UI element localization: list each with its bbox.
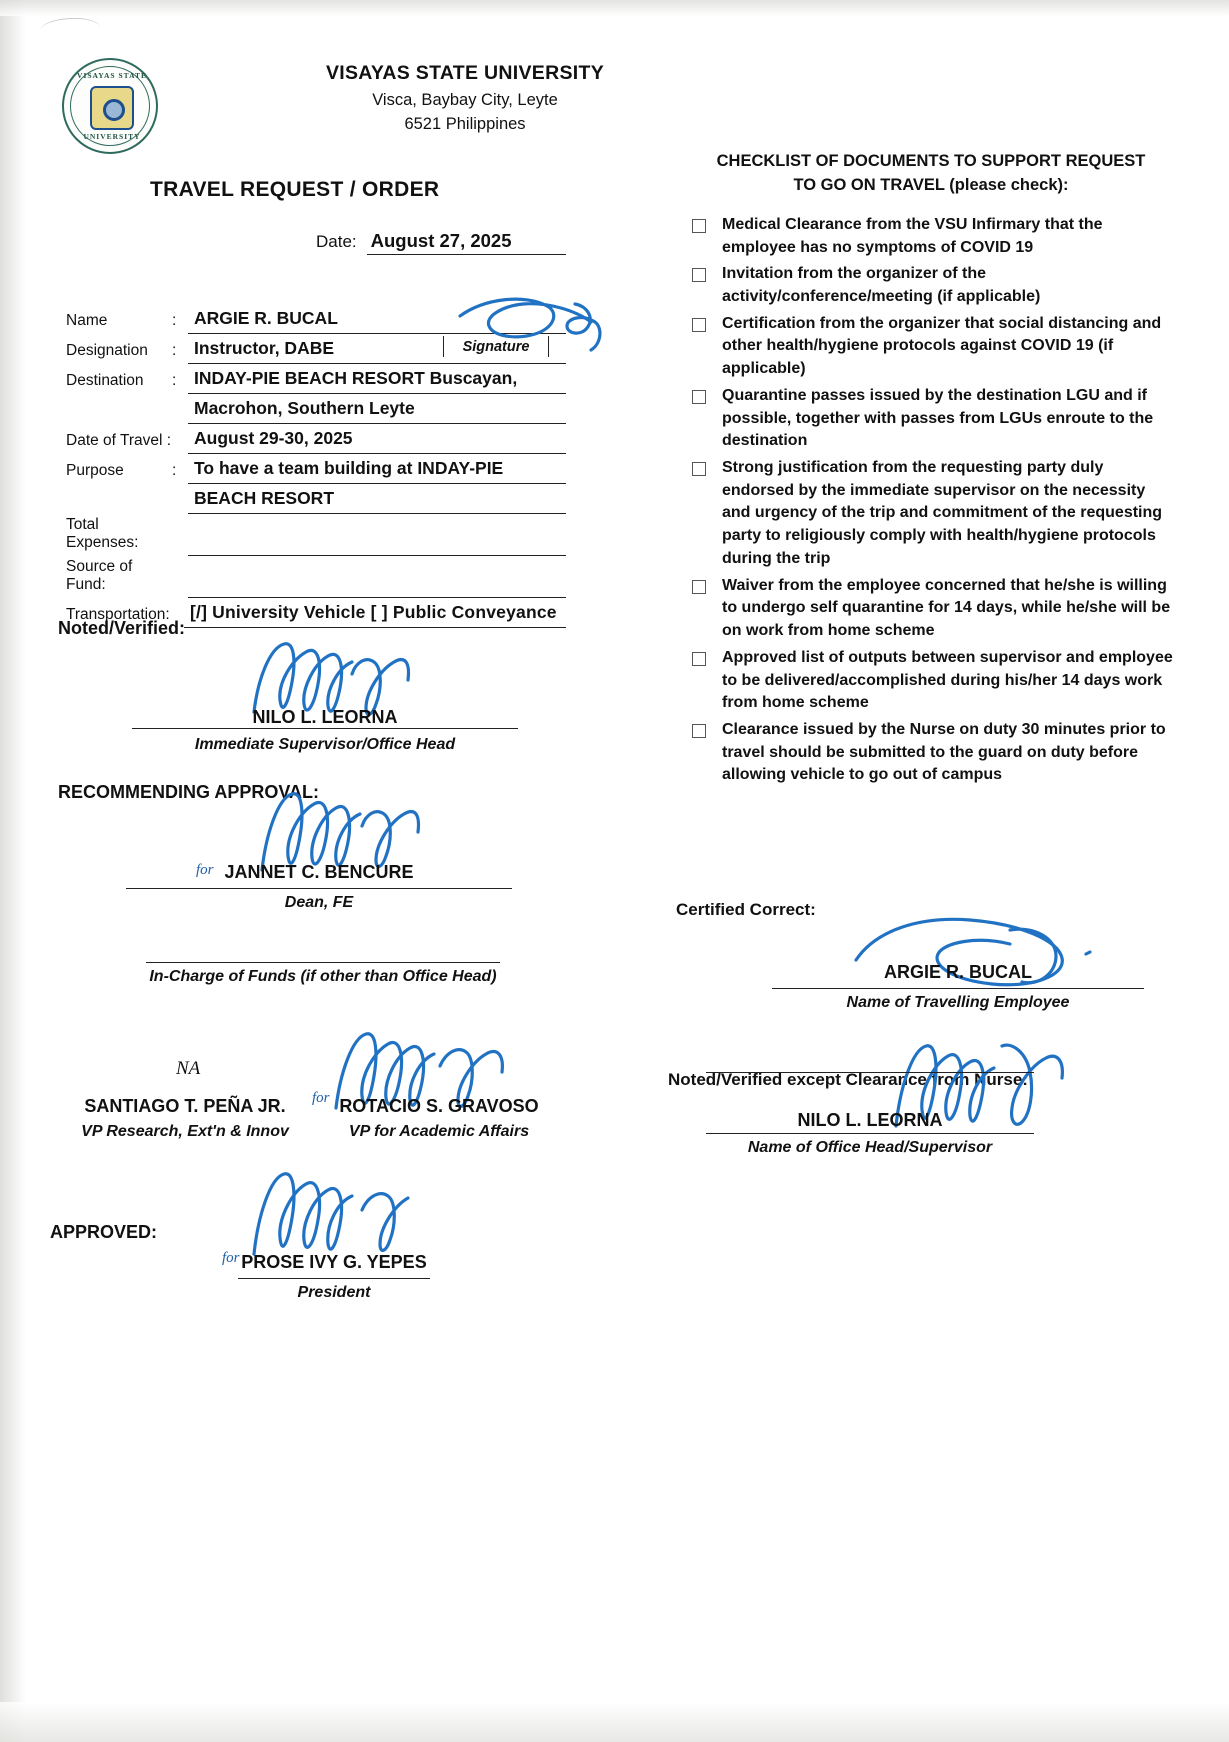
- date-label: Date:: [316, 232, 357, 251]
- form-row-destination: [66, 366, 566, 394]
- field-label: Designation: [66, 342, 148, 359]
- checklist-item[interactable]: [686, 313, 1176, 381]
- checklist-item[interactable]: [686, 385, 1176, 453]
- noted-verified-except-label: Noted/Verified except Clearance from Nurse:: [668, 1070, 1028, 1089]
- field-label: Purpose: [66, 462, 124, 479]
- vp-research-na-mark: NA: [176, 1058, 201, 1079]
- approved-label: APPROVED:: [50, 1222, 158, 1242]
- president-role: President: [297, 1284, 371, 1301]
- university-name: VISAYAS STATE UNIVERSITY: [325, 62, 605, 84]
- checkbox-icon[interactable]: [692, 390, 706, 404]
- checklist-title: [686, 150, 1176, 198]
- form-row-destination-cont: [66, 396, 566, 424]
- field-label: Source of Fund:: [66, 558, 133, 593]
- office-head-role: Name of Office Head/Supervisor: [747, 1139, 993, 1156]
- destination-field-value: INDAY-PIE BEACH RESORT Buscayan,: [188, 368, 566, 394]
- traveller-signature-ink: [850, 912, 1100, 1004]
- checklist-item-label: Clearance issued by the Nurse on duty 30 minutes prior to travel should be submitted to the guard on duty before allowing vehicle to go out of campus: [722, 720, 1166, 784]
- president-name: PROSE IVY G. YEPES: [241, 1252, 427, 1272]
- form-row-purpose-cont: [66, 486, 566, 514]
- checklist-item[interactable]: [686, 263, 1176, 308]
- office-head-name: NILO L. LEORNA: [797, 1110, 943, 1130]
- scan-edge-left: [0, 0, 26, 1742]
- form-row-name: [66, 306, 566, 334]
- dean-for-mark: for: [196, 862, 214, 878]
- checklist-item-label: Invitation from the organizer of the activity/conference/meeting (if applicable): [722, 265, 1041, 305]
- checklist-item[interactable]: [686, 575, 1176, 643]
- traveller-signature-line: [772, 988, 1144, 989]
- field-colon: [172, 450, 188, 454]
- field-label: Transportation:: [66, 606, 170, 623]
- supervisor-signature-line: [132, 728, 518, 729]
- checklist-item-label: Waiver from the employee concerned that he/she is willing to undergo self quarantine for 14 days, while he/she will be on work from home scheme: [722, 576, 1171, 640]
- date-of-travel-value: August 29-30, 2025: [188, 428, 566, 454]
- university-seal-icon: [62, 58, 158, 154]
- name-field-value: ARGIE R. BUCAL: [188, 308, 566, 334]
- checkbox-icon[interactable]: [692, 652, 706, 666]
- seal-bottom-text: UNIVERSITY: [83, 132, 141, 141]
- university-country: 6521 Philippines: [404, 115, 526, 133]
- vp-academic-for-mark: for: [312, 1090, 330, 1106]
- field-label: Date of Travel :: [66, 432, 172, 449]
- field-colon: :: [172, 342, 177, 359]
- designation-field-value: Instructor, DABE: [188, 338, 566, 364]
- seal-emblem: [90, 86, 134, 130]
- president-for-mark: for: [222, 1250, 240, 1266]
- form-row-purpose: [66, 456, 566, 484]
- checklist-item-label: Strong justification from the requesting party duly endorsed by the immediate supervisor on the necessity and urgency of the trip and commitment of the requesting party to religiously comply with health/hygiene protocols during the trip: [722, 459, 1163, 567]
- checklist-item[interactable]: [686, 647, 1176, 715]
- field-colon: [172, 594, 188, 598]
- source-of-fund-value: [188, 575, 566, 598]
- field-colon: [172, 510, 188, 514]
- checkbox-icon[interactable]: [692, 219, 706, 233]
- field-label: Destination: [66, 372, 144, 389]
- certified-correct-label: Certified Correct:: [676, 900, 816, 919]
- form-row-date-of-travel: [66, 426, 566, 454]
- field-label: [66, 420, 172, 424]
- president-signature-line: [238, 1278, 430, 1279]
- dean-signature-line: [126, 888, 512, 889]
- checklist-item[interactable]: [686, 719, 1176, 787]
- scan-edge-bottom: [0, 1702, 1229, 1742]
- vp-academic-name: ROTACIO S. GRAVOSO: [339, 1096, 539, 1116]
- transportation-value: [/] University Vehicle [ ] Public Conveyance: [184, 602, 566, 628]
- purpose-field-value: To have a team building at INDAY-PIE: [188, 458, 566, 484]
- office-head-signature-line: [706, 1072, 1034, 1073]
- field-colon: [172, 420, 188, 424]
- funds-signature-line: [146, 962, 500, 963]
- university-header: [230, 62, 700, 134]
- field-colon: :: [172, 372, 177, 389]
- field-colon: :: [172, 312, 177, 329]
- field-colon: :: [172, 462, 177, 479]
- page-title: TRAVEL REQUEST / ORDER: [150, 178, 440, 201]
- signature-box-label: Signature: [443, 336, 549, 357]
- checkbox-icon[interactable]: [692, 724, 706, 738]
- scan-edge-top: [0, 0, 1229, 16]
- checkbox-icon[interactable]: [692, 580, 706, 594]
- field-colon: [172, 552, 188, 556]
- checklist-title-line2: TO GO ON TRAVEL (please check):: [793, 175, 1069, 194]
- scan-page-curl: [40, 16, 100, 30]
- noted-verified-label: Noted/Verified:: [58, 618, 186, 638]
- university-address: Visca, Baybay City, Leyte: [372, 91, 558, 109]
- form-row-total-expenses: [66, 516, 566, 556]
- date-value: August 27, 2025: [367, 230, 566, 255]
- dean-role: Dean, FE: [284, 894, 354, 911]
- field-label: Name: [66, 312, 108, 329]
- traveller-name: ARGIE R. BUCAL: [884, 962, 1032, 982]
- supervisor-role: Immediate Supervisor/Office Head: [194, 736, 456, 753]
- traveller-role: Name of Travelling Employee: [846, 994, 1070, 1011]
- supervisor-name: NILO L. LEORNA: [252, 707, 398, 727]
- seal-top-text: VISAYAS STATE: [77, 71, 147, 80]
- checklist-item[interactable]: [686, 214, 1176, 259]
- checklist-items: [686, 214, 1176, 787]
- total-expenses-value: [188, 533, 566, 556]
- checkbox-icon[interactable]: [692, 462, 706, 476]
- checklist-item-label: Certification from the organizer that social distancing and other health/hygiene protocols against COVID 19 (if applicable): [722, 314, 1162, 378]
- field-label: [66, 510, 172, 514]
- form-row-source-of-fund: [66, 558, 566, 598]
- checklist-item-label: Medical Clearance from the VSU Infirmary that the employee has no symptoms of COVID 19: [722, 215, 1103, 256]
- checklist-title-line1: CHECKLIST OF DOCUMENTS TO SUPPORT REQUEST: [716, 152, 1146, 170]
- vp-academic-role: VP for Academic Affairs: [348, 1123, 530, 1140]
- date-row: [316, 230, 566, 255]
- checkbox-icon[interactable]: [692, 268, 706, 282]
- checkbox-icon[interactable]: [692, 318, 706, 332]
- purpose-field-value-line2: BEACH RESORT: [188, 488, 566, 514]
- checklist-item-label: Approved list of outputs between supervisor and employee to be delivered/accomplished during his/her 14 days work from home scheme: [722, 648, 1173, 712]
- documents-checklist: [686, 150, 1176, 791]
- destination-field-value-line2: Macrohon, Southern Leyte: [188, 398, 566, 424]
- recommending-approval-label: RECOMMENDING APPROVAL:: [58, 782, 319, 802]
- dean-name: JANNET C. BENCURE: [224, 862, 414, 882]
- checklist-item-label: Quarantine passes issued by the destination LGU and if possible, together with passes from LGUs enroute to the destination: [722, 386, 1154, 450]
- office-head-name-underline: [706, 1133, 1034, 1134]
- funds-role: In-Charge of Funds (if other than Office Head): [149, 968, 497, 985]
- field-label: Total Expenses:: [66, 516, 139, 551]
- vp-research-role: VP Research, Ext'n & Innov: [81, 1123, 289, 1140]
- checklist-item[interactable]: [686, 457, 1176, 571]
- vp-research-name: SANTIAGO T. PEÑA JR.: [84, 1096, 286, 1116]
